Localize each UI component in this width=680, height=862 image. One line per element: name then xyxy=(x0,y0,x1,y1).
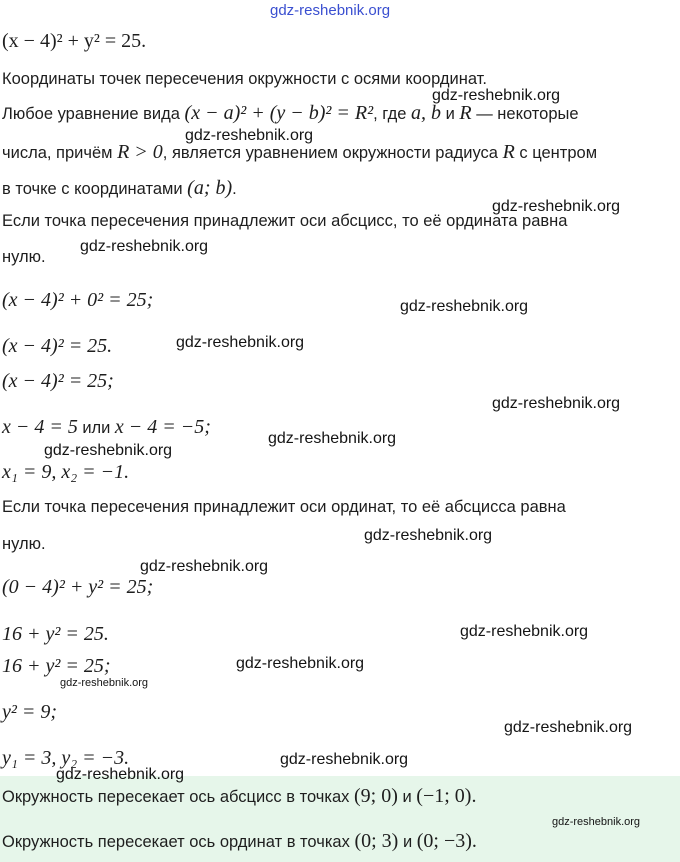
watermark: gdz-reshebnik.org xyxy=(364,527,493,544)
ystep-3: 16 + y² = 25; xyxy=(2,655,111,677)
def-text-3b: . xyxy=(232,180,237,198)
watermark: gdz-reshebnik.org xyxy=(280,751,409,768)
def-text-3a: в точке с координатами xyxy=(2,180,183,198)
step-1: (x − 4)² + 0² = 25; xyxy=(2,289,154,311)
def-and: и xyxy=(445,105,455,123)
ordinate-condition: Если точка пересечения принадлежит оси ординат, то её абсцисса равна xyxy=(2,498,566,516)
answer-line-1 xyxy=(2,785,476,808)
definition-line-3 xyxy=(2,177,237,200)
section-heading: Координаты точек пересечения окружности с осями координат. xyxy=(2,70,487,88)
def-condition: R > 0 xyxy=(117,141,163,163)
step-4a: x − 4 = 5 xyxy=(2,416,78,438)
ystep-2: 16 + y² = 25. xyxy=(2,623,109,645)
watermark: gdz-reshebnik.org xyxy=(268,430,397,447)
answer-2-and: и xyxy=(402,833,413,851)
watermark: gdz-reshebnik.org xyxy=(460,623,589,640)
step-4b: x − 4 = −5; xyxy=(114,416,211,438)
watermark: gdz-reshebnik.org xyxy=(236,655,365,672)
def-text-2b: , является уравнением окружности радиуса xyxy=(162,144,498,162)
def-text-2c: с центром xyxy=(519,144,598,162)
step-3: (x − 4)² = 25; xyxy=(2,370,114,392)
step-4-or: или xyxy=(82,419,111,437)
answer-1-and: и xyxy=(402,788,412,806)
definition-line-1 xyxy=(2,102,579,125)
abscissa-condition-end: нулю. xyxy=(2,248,46,266)
answer-1-text: Окружность пересекает ось абсцисс в точках xyxy=(2,788,350,806)
step-5: x₁ = 9, x₂ = −1. xyxy=(2,461,130,483)
watermark: gdz-reshebnik.org xyxy=(185,127,314,144)
def-text-2a: числа, причём xyxy=(2,144,113,162)
watermark: gdz-reshebnik.org xyxy=(504,719,633,736)
answer-1-point-a: (9; 0) xyxy=(354,785,398,807)
answer-2-text: Окружность пересекает ось ординат в точках xyxy=(2,833,350,851)
answer-line-2 xyxy=(2,830,477,853)
watermark-small: gdz-reshebnik.org xyxy=(552,816,641,828)
watermark: gdz-reshebnik.org xyxy=(140,558,269,575)
watermark: gdz-reshebnik.org xyxy=(44,442,173,459)
watermark: gdz-reshebnik.org xyxy=(56,766,185,783)
def-text-1a: Любое уравнение вида xyxy=(2,105,180,123)
main-equation: (x − 4)² + y² = 25. xyxy=(2,30,147,52)
watermark: gdz-reshebnik.org xyxy=(492,395,621,412)
answer-2-point-a: (0; 3) xyxy=(354,830,399,852)
def-text-1b: , где xyxy=(373,105,407,123)
def-radius: R xyxy=(502,141,515,163)
watermark-small: gdz-reshebnik.org xyxy=(60,677,149,689)
abscissa-condition: Если точка пересечения принадлежит оси абсцисс, то её ордината равна xyxy=(2,212,568,230)
watermark: gdz-reshebnik.org xyxy=(432,87,561,104)
watermark: gdz-reshebnik.org xyxy=(176,334,305,351)
watermark: gdz-reshebnik.org xyxy=(492,198,621,215)
ystep-4: y² = 9; xyxy=(2,701,58,723)
watermark: gdz-reshebnik.org xyxy=(400,298,529,315)
ystep-5: y₁ = 3, y₂ = −3. xyxy=(2,747,130,769)
def-text-1c: — некоторые xyxy=(476,105,579,123)
def-vars: a, b xyxy=(410,102,441,124)
watermark: gdz-reshebnik.org xyxy=(80,238,209,255)
ordinate-condition-end: нулю. xyxy=(2,535,46,553)
watermark-top: gdz-reshebnik.org xyxy=(270,2,391,19)
def-R: R xyxy=(459,102,472,124)
step-4 xyxy=(2,416,211,439)
answer-2-point-b: (0; −3). xyxy=(416,830,477,852)
ystep-1: (0 − 4)² + y² = 25; xyxy=(2,576,154,598)
step-2: (x − 4)² = 25. xyxy=(2,335,113,357)
def-center: (a; b) xyxy=(187,177,233,199)
answer-1-point-b: (−1; 0). xyxy=(416,785,477,807)
def-equation: (x − a)² + (y − b)² = R² xyxy=(184,102,374,124)
